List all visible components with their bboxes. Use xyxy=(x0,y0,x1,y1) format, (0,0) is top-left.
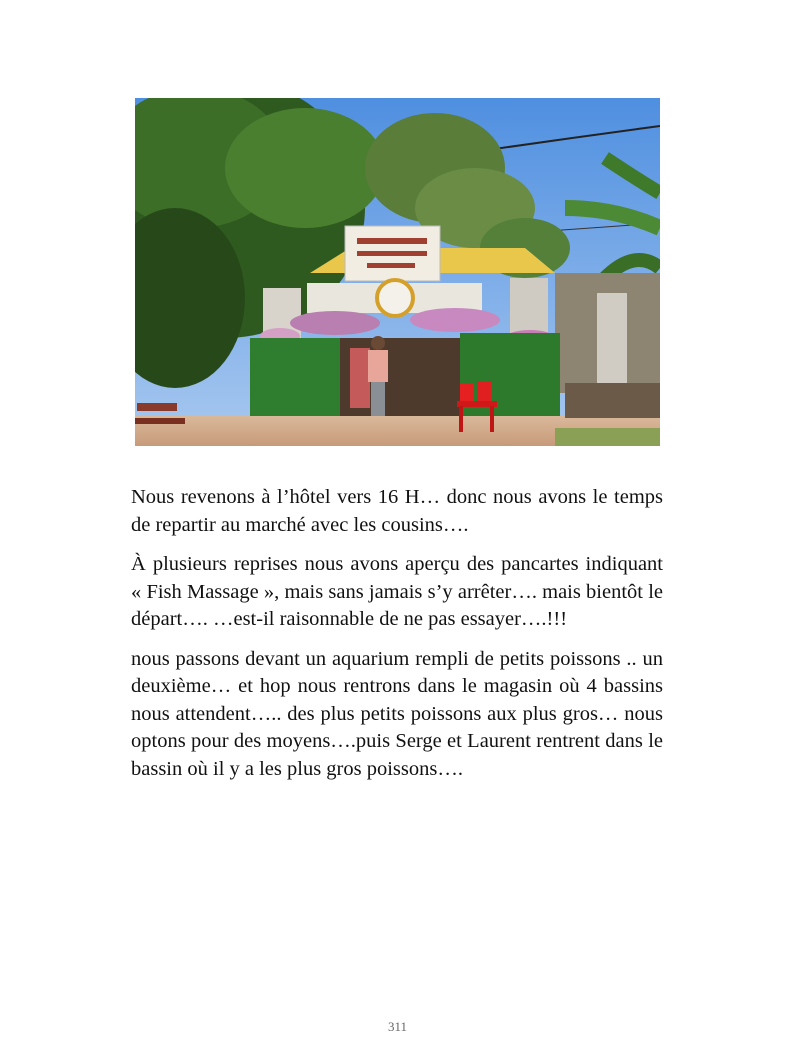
page-number: 311 xyxy=(387,1019,408,1034)
photo-decorated-gateway xyxy=(135,98,660,446)
body-text xyxy=(131,484,663,795)
gateway-photo-illustration xyxy=(135,98,660,446)
paragraph-1: Nous revenons à l’hôtel vers 16 H… donc nous avons le temps de repartir au marché avec les cousins…. xyxy=(131,486,663,536)
paragraph-2: À plusieurs reprises nous avons aperçu des pancartes indiquant « Fish Massage », mais sans jamais s’y arrêter…. mais bientôt le départ…. …est-il raisonnable de ne pas essayer….!!! xyxy=(131,553,663,630)
paragraph-3: nous passons devant un aquarium rempli de petits poissons .. un deuxième… et hop nous rentrons dans le magasin où 4 bassins nous attendent….. des plus petits poissons aux plus gros… nous optons pour des moyens….puis Serge et Laurent rentrent dans le bassin où il y a les plus gros poissons…. xyxy=(131,647,663,780)
